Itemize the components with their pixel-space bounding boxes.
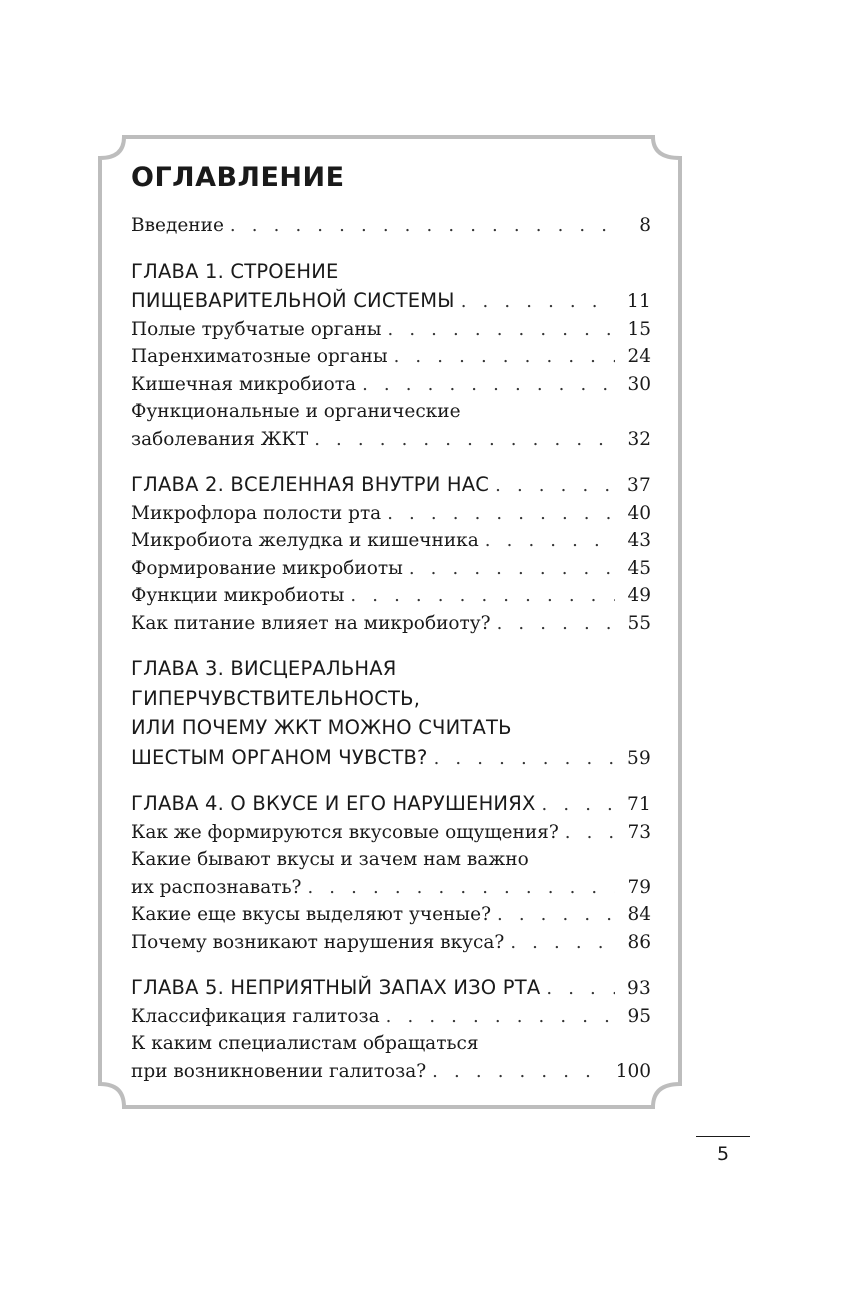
toc-entry[interactable]: Паренхиматозные органы . . . 24 <box>131 343 651 371</box>
toc-entry[interactable]: Классификация галитоза . . . 95 <box>131 1003 651 1031</box>
toc-entry[interactable]: Функции микробиоты . . . 49 <box>131 582 651 610</box>
chapter-1-heading-line1[interactable]: ГЛАВА 1. СТРОЕНИЕ <box>131 259 339 283</box>
page-ref: 8 <box>639 215 651 236</box>
page-ref: 45 <box>627 557 651 579</box>
page-ref: 24 <box>627 346 651 367</box>
chapter-1-heading-line2[interactable]: ПИЩЕВАРИТЕЛЬНОЙ СИСТЕМЫ . . . 11 <box>131 286 651 316</box>
page-ref: 49 <box>627 585 651 606</box>
page-ref: 93 <box>627 978 651 999</box>
chapter-4-heading[interactable]: ГЛАВА 4. О ВКУСЕ И ЕГО НАРУШЕНИЯХ . . . 71 <box>131 789 651 819</box>
toc-entry[interactable]: Почему возникают нарушения вкуса? . . . 86 <box>131 929 651 957</box>
page-ref: 32 <box>627 428 651 450</box>
toc-entry-intro[interactable]: Введение . . . 8 <box>131 212 651 240</box>
toc-entry-multiline-1[interactable]: К каким специалистам обращаться <box>131 1033 479 1054</box>
page-ref: 73 <box>627 821 651 843</box>
page-ref: 30 <box>627 373 651 395</box>
toc-entry[interactable]: Микрофлора полости рта . . . 40 <box>131 500 651 528</box>
chapter-5-heading[interactable]: ГЛАВА 5. НЕПРИЯТНЫЙ ЗАПАХ ИЗО РТА . . . 93 <box>131 973 651 1003</box>
page-ref: 71 <box>627 794 651 815</box>
page-ref: 79 <box>627 876 651 898</box>
toc-entry[interactable]: Какие еще вкусы выделяют ученые? . . . 84 <box>131 901 651 929</box>
toc-entry-multiline-1[interactable]: Функциональные и органические <box>131 401 461 422</box>
toc-entry-multiline-1[interactable]: Какие бывают вкусы и зачем нам важно <box>131 849 529 870</box>
page-ref: 40 <box>627 502 651 524</box>
toc-entry[interactable]: Кишечная микробиота . . . 30 <box>131 371 651 399</box>
toc-entry[interactable]: Формирование микробиоты . . . 45 <box>131 555 651 583</box>
page-number-rule <box>696 1136 750 1137</box>
toc-entry[interactable]: Полые трубчатые органы . . . 15 <box>131 316 651 344</box>
toc-title: ОГЛАВЛЕНИЕ <box>131 162 345 193</box>
chapter-3-heading-line2[interactable]: ГИПЕРЧУВСТВИТЕЛЬНОСТЬ, <box>131 686 421 710</box>
toc-entry[interactable]: Как же формируются вкусовые ощущения? . . . 73 <box>131 819 651 847</box>
page-ref: 86 <box>627 931 651 953</box>
page-ref: 55 <box>627 612 651 634</box>
chapter-3-heading-line3[interactable]: ИЛИ ПОЧЕМУ ЖКТ МОЖНО СЧИТАТЬ <box>131 716 512 739</box>
page-ref: 84 <box>627 904 651 925</box>
page-ref: 11 <box>627 291 651 312</box>
toc-entry-multiline-2[interactable]: при возникновении галитоза? . . . 100 <box>131 1058 651 1086</box>
toc-entry-multiline-2[interactable]: их распознавать? . . . 79 <box>131 874 651 902</box>
page-ref: 100 <box>615 1060 651 1082</box>
page-ref: 95 <box>627 1005 651 1027</box>
page-ref: 43 <box>627 530 651 551</box>
table-of-contents <box>131 158 651 1085</box>
toc-entry-multiline-2[interactable]: заболевания ЖКТ . . . 32 <box>131 426 651 454</box>
chapter-2-heading[interactable]: ГЛАВА 2. ВСЕЛЕННАЯ ВНУТРИ НАС . . . 37 <box>131 470 651 500</box>
chapter-3-heading-line1[interactable]: ГЛАВА 3. ВИСЦЕРАЛЬНАЯ <box>131 657 397 680</box>
toc-entry[interactable]: Как питание влияет на микробиоту? . . . 55 <box>131 610 651 638</box>
toc-entry[interactable]: Микробиота желудка и кишечника . . . 43 <box>131 527 651 555</box>
page-ref: 37 <box>627 475 651 496</box>
page-number: 5 <box>716 1143 730 1165</box>
page-ref: 59 <box>627 747 651 769</box>
chapter-3-heading-line4[interactable]: ШЕСТЫМ ОРГАНОМ ЧУВСТВ? . . . 59 <box>131 743 651 773</box>
page-ref: 15 <box>627 318 651 340</box>
